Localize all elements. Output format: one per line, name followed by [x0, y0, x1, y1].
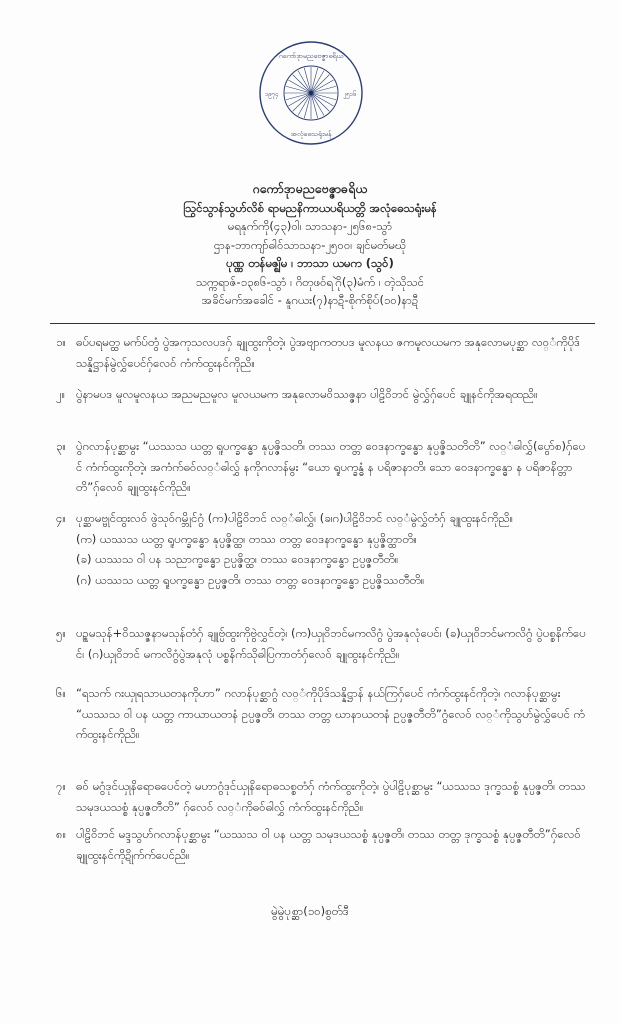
question-4 [56, 508, 586, 590]
svg-text:အလုံဓေသရုံးမန်: အလုံဓေသရုံးမန် [290, 130, 332, 138]
question-number: ၈။ [56, 827, 67, 841]
question-text: ဓဝ် မဂွံဒုင်ယှုနိရောဓပေင်တဲ့ မဟာဂွံဒုင်ယှုနိရောဓသစ္စတံဂှ် ကံက်ထွးကိုတဲ့၊ ပွဲပါဠိပုစ္ဆာမွး “ယဿသ ဒုက္ခသစ္စံ နုပ္ပဇ္ဇတိ၊ တဿ သမုဒယသစ္စံ နုပ္ပဇ္ဇတီတိ” ဂှ်လေဝ် လဝ္ံကိုဓဝ်ဓါလွှ် ကံက်ထွးနင်ကိုညိ။ [76, 779, 586, 814]
question-number: ၄။ [56, 511, 66, 525]
exam-time: အခိင်မက်အခေါင် - နူဂယး(၇)နာဍီ-စိုက်စိုပ်(၁၀)နာဍီ [201, 293, 419, 307]
question-7 [56, 776, 586, 817]
exam-subject: ပုဏ္ဏ တန်မဇ္ဈိမ ၊ ဘာသာ ယမက (သွဝ်) [226, 256, 394, 270]
question-number: ၁။ [56, 335, 66, 349]
question-2 [56, 384, 586, 405]
exam-year: မရနုက်ကို(၄၃)ဝါ၊ သာသနာ-၂၅၆၈-သွာံ [227, 219, 393, 233]
sub-item-kha: (ခ) ယဿသ ဝါ ပန သညာက္ခန္ဓော ဥပ္ပဇ္ဇိတ္ထ၊ တဿ ဝေဒနာက္ခန္ဓော ဥပ္ပဇ္ဇတီတိ။ [76, 552, 399, 566]
svg-text:၂၅၁၆: ၂၅၁၆ [343, 91, 357, 98]
question-6 [56, 683, 586, 745]
question-number: ၅။ [56, 626, 66, 640]
sub-item-ka: (က) ယဿသ ယတ္တ ရူပက္ခန္ဓော နုပ္ပဇ္ဇိတ္ထ၊ တဿ တတ္တ ဝေဒနာက္ခန္ဓော နုပ္ပဇ္ဇိတ္ထာတိ။ [76, 531, 418, 546]
seal-logo [258, 40, 364, 146]
exam-board: ဩွင်သွာန်သွဟ်လိစ် ရာမညနိကာယပရိယတ္တိ အလုံဓေသရုံးမန် [183, 200, 437, 215]
question-text: ပွဲနာမပဒ မူလမူလနယ အညမညမူလ မူလယမက အနုလောမဝိဿဇ္ဇနာ ပါဠိဝိဘင် မွဲလွှ်ဂှ်ပေင် ချူနင်ကိုအရထညိ။ [76, 387, 538, 401]
question-1 [56, 332, 586, 373]
exam-date: သက္ကရာဇ်-၁၃၈၆-သွာံ ၊ ဂိတုဖဝ်ရဂိုဲ(၃)မံက် ၊ တ္ၚဲသိုသင် [195, 274, 425, 289]
question-8 [56, 824, 586, 865]
question-text: “ရသက် ဂးယှုရသာယတနကိုဟာ” ဂလာန်ပုစ္ဆာဂွံ လဝ္ံကိုပိုဒ်သန္နိဋ္ဌာန် နယ်ကြဂှ်ပေင် ကံက်ထွးနင်ကိုတဲ့၊ ဂလာန်ပုစ္ဆာမွး “ယဿသ ဝါ ပန ယတ္တ ကာယာယတနံ ဥပ္ပဇ္ဇတိ၊ တဿ တတ္တ ဃာနာယတနံ ဥပ္ပဇ္ဇတီတိ”ဂွံလေဝ် လဝ္ံကိုသွဟ်မွဲလွှ်ပေင် ကံက်ထွးနင်ကိုညိ။ [76, 686, 585, 741]
question-text: ပုစ္ဆာမဗ္ဗုင်ထွးလဝ် ဖွဲသုဝ်ဂမ္ဘိုင်ဂွံ (က)ပါဠိဝိဘင် လဝ္ံဓါလွှ်၊ (ခ၊ဂ)ပါဠိဝိဘင် လဝ္ံမွဲလွှ်တံဂှ် ချူထွးနင်ကိုညိ။ [76, 511, 514, 525]
question-text: ပဥ္စမသုန်+ဝိဿဇ္ဇနာမသုန်တံဂှ် ချူဗ္ပ်ထွးကိုဗွဲလွှင်တဲ့၊ (က)ယှုဝိဘင်မကလိဂွံ ပွဲအနုလုံပေင်၊ (ခ)ယှုဝိဘင်မကလိဂွံ ပွဲပစ္စနိက်ပေင်၊ (ဂ)ယှုဝိဘင် မကလိဂွံပွဲအနုလုံ ပစ္စနိက်သိုဓါပြကာတံဂှ်လေဝ် ချူထွးနင်ကိုညိ။ [76, 626, 586, 661]
question-text: ပွဲဂလာန်ပုစ္ဆာမွး “ယဿသ ယတ္တ ရူပက္ခန္ဓော နုပ္ပဇ္ဇိသတိ၊ တဿ တတ္တ ဝေဒနာက္ခန္ဓော နုပ္ပဇ္ဇိသတိတိ” လဝ္ံဓါလွှ်(ပွော်စ)ဂှ်ပေင် ကံက်ထွးကိုတဲ့၊ အကံက်ဓဝ်လဝ္ံဓါလွှ် နကိုဂလာန်မွး “ယော ရူပက္ခန္ဓံ န ပရိဇာနာတိ၊ သော ဝေဒနာက္ခန္ဓော န ပရိဇာနိတ္တာတိ”ဂှ်လေဝ် ချူထွးနင်ကိုညိ။ [76, 439, 586, 494]
sub-item-ga: (ဂ) ယဿသ ယတ္တ ရူပက္ခန္ဓော ဥပ္ပဇ္ဇတိ၊ တဿ တတ္တ ဝေဒနာက္ခန္ဓော ဥပ္ပဇ္ဇိဿတီတိ။ [76, 572, 425, 587]
footer-note: မွဲမွဲပုစ္ဆာ(၁၀)စွတ်ဒီ [271, 904, 349, 918]
question-number: ၆။ [56, 686, 66, 700]
question-number: ၃။ [56, 439, 66, 453]
exam-location: ဌာန-ဘာကျာ်ဓါဝ်သာသနာ-၂၅၀၀၊ ချင်မတ်မဃို [213, 237, 407, 252]
header-divider [50, 323, 595, 324]
svg-text:ဂကော်ဒုာမညဗေဇ္ဇာဓရိယ: ဂကော်ဒုာမညဗေဇ္ဇာဓရိယ [278, 52, 344, 60]
question-text: ပါဠိဝိဘင် မဒ္ဒသွဟ်ဂလာန်ပုစ္ဆာမွး “ယဿသ ဝါ ပန ယတ္တ သမုဒယသစ္စံ နုပ္ပဇ္ဇတိ၊ တဿ တတ္တ ဒုက္ခသစ္စံ နုပ္ပဇ္ဇတီတိ”ဂှ်လေဝ် ချူထွးနင်ကိုဍိုက်က်ပေင်ညိ။ [76, 827, 581, 862]
institution-title: ဂကော်ဒုာမညဗေဇ္ဇာဓရိယ [252, 181, 368, 196]
question-text: ဓပ်ပရမတ္ထ မက်ပ်တွံ ပွဲအကုသလပဒဂှ် ချူထွးကိုတဲ့၊ ပွဲအဗျာကတပဒ မူလနယ ဇကမူလယမက အနုလောမပုစ္ဆာ လဝ္ံကိုပိုဒ်သန္နိဋ္ဌာန်မွဲလွှ်ပေင်ဂှ်လေဝ် ကံက်ထွးနင်ကိုညိ။ [76, 335, 581, 370]
question-3 [56, 436, 586, 498]
svg-text:၁၉၇၄: ၁၉၇၄ [265, 91, 279, 98]
letterhead [0, 180, 620, 310]
question-number: ၇။ [56, 779, 66, 793]
question-number: ၂။ [56, 387, 66, 401]
question-5 [56, 623, 586, 664]
